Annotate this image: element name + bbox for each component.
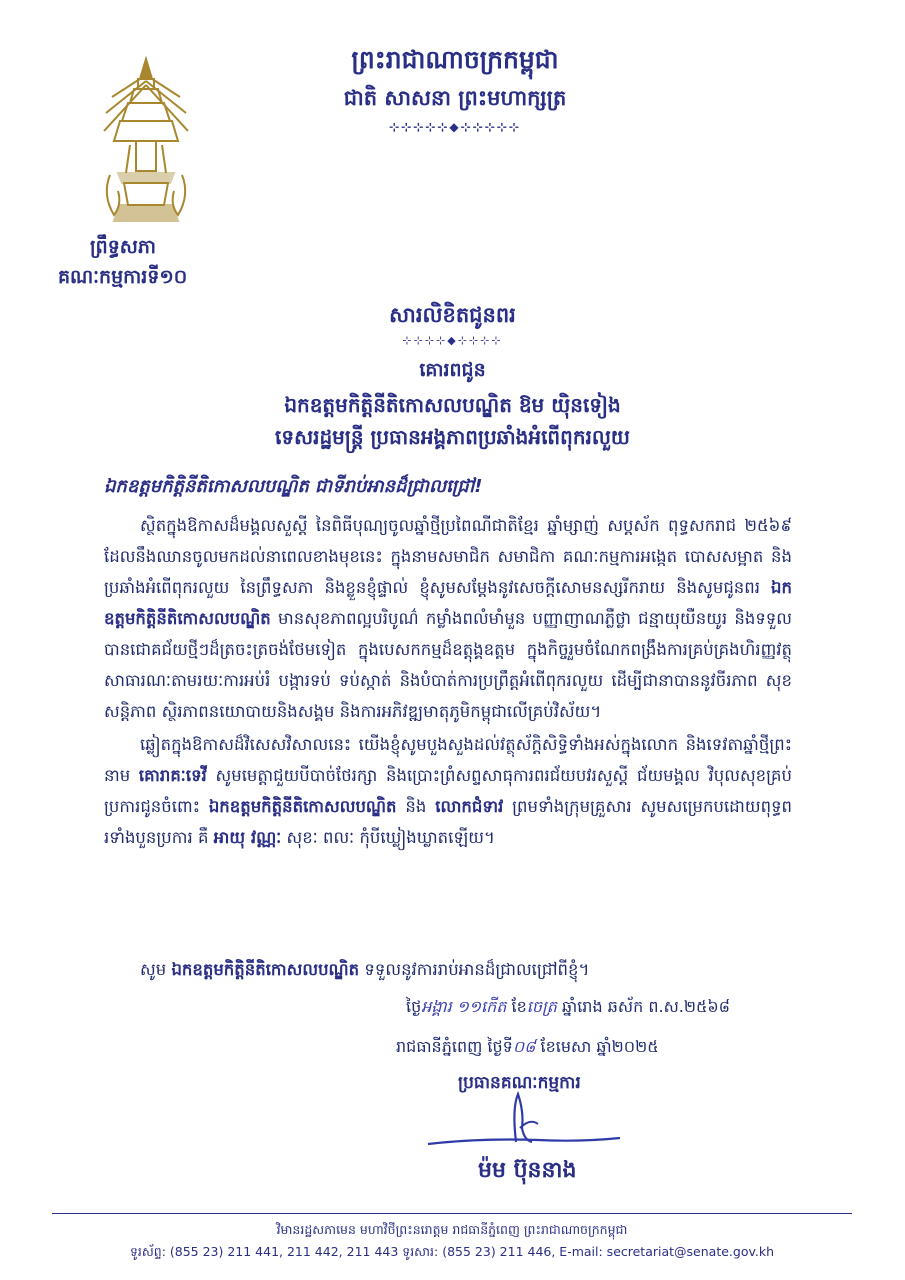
closing-line <box>104 960 792 984</box>
signer-title: ប្រធានគណៈកម្មការ <box>458 1073 581 1093</box>
bold-title: ឯកឧត្តមកិត្តិនីតិកោសលបណ្ឌិត <box>171 960 360 979</box>
text-run: សូម <box>140 960 172 979</box>
text-run: ឆ្នាំរោង ឆស័ក ព.ស.២៥៦៨ <box>556 997 730 1016</box>
body-paragraph-2 <box>104 729 792 853</box>
text-run: សូមមេត្តាជួយបីបាច់ថែរក្សា និងប្រោះព្រំសព្ទសាធុការពរជ័យបវរសួស្តី ជ័យមង្គល វិបុលសុខគ្រប់ប្រការជូនចំពោះ <box>104 766 792 816</box>
org-line-commission: គណៈកម្មការទី១០ <box>58 266 188 288</box>
text-run: មានសុខភាពល្អបរិបូណ៌ កម្លាំងពលំមាំមួន បញ្ញាញាណភ្លឺថ្លា ជន្មាយុយឺនយូរ និងទទួលបានជោគជ័យថ្មីៗដ៏ត្រចះត្រចង់ថែមទៀត ក្នុងបេសកកម្មដ៏ឧត្តុង្គឧត្តម ក្នុងកិច្ចរួមចំណែកពង្រឹងការគ្រប់គ្រងហិរញ្ញវត្ថុសាធារណៈតាមរយៈការអប់រំ បង្ការទប់ ទប់ស្កាត់ និងបំបាត់ការប្រព្រឹត្តអំពើពុករលួយ ដើម្បីជានាបាននូវចីរភាព សុខសន្តិភាព ស្ថិរភាពនយោបាយនិងសង្គម និងការអភិវឌ្ឍមាតុភូមិកម្ពុជាលើគ្រប់វិស័យ។ <box>104 609 792 721</box>
signer-name: ម៉ម ប៊ុននាង <box>478 1158 577 1183</box>
org-line-senate: ព្រឹទ្ធសភា <box>90 236 156 258</box>
letter-body <box>104 510 792 855</box>
text-run: ខែ <box>506 997 527 1016</box>
royal-emblem-icon <box>100 55 192 227</box>
handwritten-day: អង្គារ ១១កើត <box>421 997 507 1016</box>
addressee-intro: គោរពជូន <box>419 359 486 381</box>
footer-contact: ទូរស័ព្ទ: (855 23) 211 441, 211 442, 211 443 ទូរសារ: (855 23) 211 446, E-mail: secretariat@senate.gov.kh <box>129 1244 775 1259</box>
kingdom-title: ព្រះរាជាណាចក្រកម្ពុជា <box>351 45 559 74</box>
bold-spouse-title: លោកជំទាវ <box>435 797 504 816</box>
text-run: ស្ថិតក្នុងឱកាសដ៏មង្គលសួស្តី នៃពិធីបុណ្យចូលឆ្នាំថ្មីប្រពៃណីជាតិខ្មែរ ឆ្នាំម្សាញ់ សប្តស័ក ពុទ្ធសករាជ ២៥៦៩ ដែលនឹងឈានចូលមកដល់នាពេលខាងមុខនេះ ក្នុងនាមសមាជិក សមាជិកា គណៈកម្មការអង្កេត បោសសម្អាត និងប្រឆាំងអំពើពុករលួយ នៃព្រឹទ្ធសភា និងខ្លួនខ្ញុំផ្ទាល់ ខ្ញុំសូមសម្តែងនូវសេចក្តីសោមនស្សរីករាយ និងសូមជូនពរ <box>104 516 792 597</box>
body-paragraph-1 <box>104 510 792 727</box>
solar-date <box>396 1036 659 1060</box>
letter-title: សារលិខិតជូនពរ <box>389 303 516 327</box>
text-run: ខែមេសា ឆ្នាំ២០២៥ <box>535 1037 659 1056</box>
footer-address: វិមានរដ្ឋសភាមេន មហាវិថីព្រះនរោត្តម រាជធានីភ្នំពេញ ព្រះរាជាណាចក្រកម្ពុជា <box>276 1222 628 1237</box>
text-run: ទទួលនូវការរាប់អានដ៏ជ្រាលជ្រៅពីខ្ញុំ។ <box>359 960 590 979</box>
text-run: និង <box>396 797 436 816</box>
bold-blessing: អាយុ វណ្ណៈ <box>213 828 282 847</box>
text-run: សុខៈ ពលៈ កុំបីឃ្លៀងឃ្លាតឡើយ។ <box>281 828 495 847</box>
text-run: ព្រមទាំងក្រុមគ្រួសារ សូមសម្រេកបដោយពុទ្ធពរទាំងបួនប្រការ គឺ <box>104 797 793 847</box>
handwritten-month: ចេត្រ <box>526 997 557 1016</box>
lunar-date <box>406 996 730 1020</box>
title-ornament: ⊹⊹⊹⊹◆⊹⊹⊹⊹ <box>402 334 503 347</box>
addressee-name: ឯកឧត្តមកិត្តិនីតិកោសលបណ្ឌិត ឱម យ៉ិនទៀង <box>284 393 621 417</box>
text-run: ឆ្លៀតក្នុងឱកាសដ៏វិសេសវិសាលនេះ យើងខ្ញុំសូមបួងសួងដល់វត្ថុស័ក្តិសិទ្ធិទាំងអស់ក្នុងលោក និងទេវតាឆ្នាំថ្មីព្រះនាម <box>104 735 792 785</box>
footer-divider <box>52 1213 852 1214</box>
national-motto: ជាតិ សាសនា ព្រះមហាក្សត្រ <box>343 86 567 110</box>
header-ornament: ⊹⊹⊹⊹⊹◆⊹⊹⊹⊹⊹ <box>389 120 521 134</box>
kingdom-header <box>300 42 610 134</box>
handwritten-signature <box>420 1088 630 1158</box>
text-run: រាជធានីភ្នំពេញ ថ្ងៃទី <box>396 1037 513 1056</box>
bold-title: ឯកឧត្តមកិត្តិនីតិកោសលបណ្ឌិត <box>208 797 397 816</box>
bold-deity-name: គោរាគៈទេវី <box>138 766 207 785</box>
organization-name <box>58 232 187 292</box>
bold-title: ឯកឧត្តមកិត្តិនីតិកោសលបណ្ឌិត <box>104 578 792 628</box>
text-run: ថ្ងៃ <box>406 997 422 1016</box>
salutation: ឯកឧត្តមកិត្តិនីតិកោសលបណ្ឌិត ជាទីរាប់អានដ៏ជ្រាលជ្រៅ! <box>104 476 483 497</box>
handwritten-day-number: ០៨ <box>512 1037 536 1056</box>
addressee-position: ទេសរដ្ឋមន្ត្រី ប្រធានអង្គភាពប្រឆាំងអំពើពុករលួយ <box>275 425 630 449</box>
